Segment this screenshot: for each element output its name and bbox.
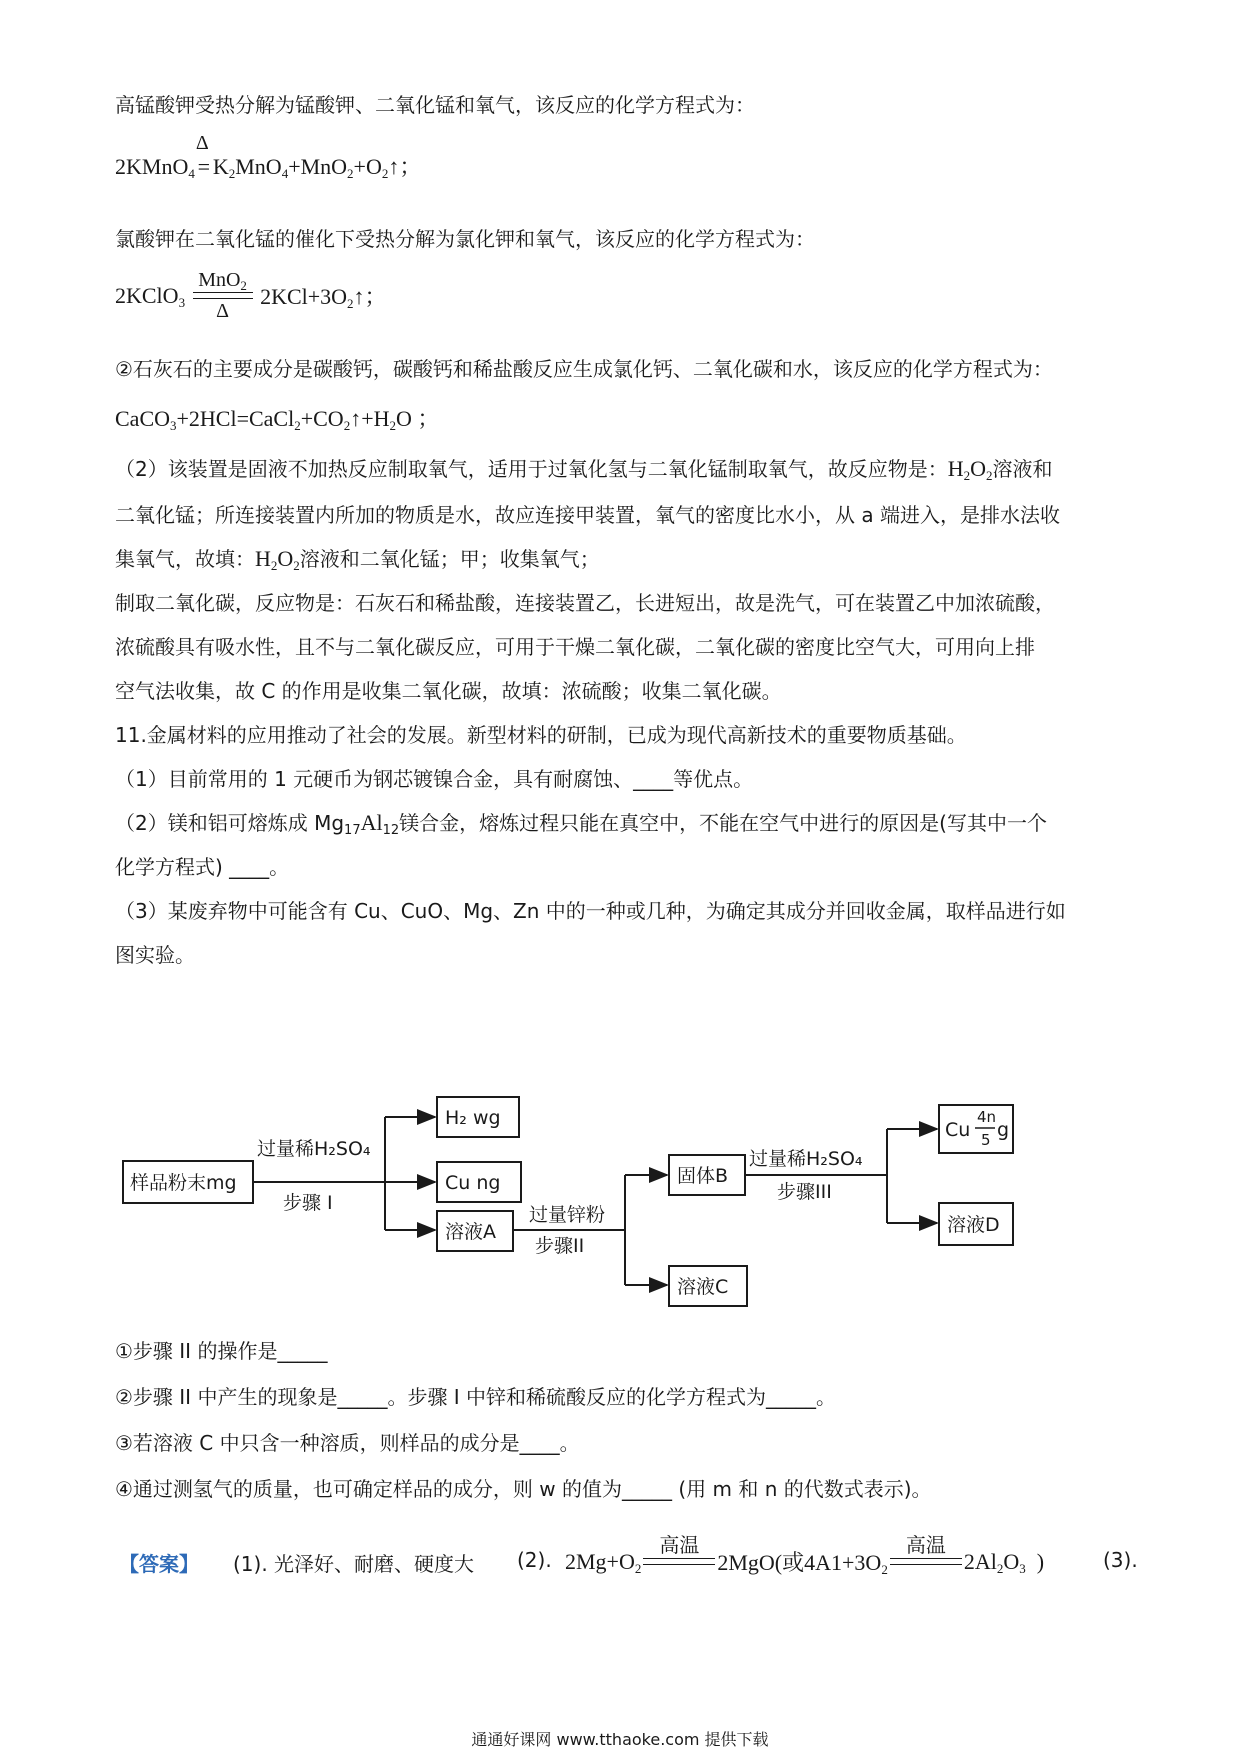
equation-kmno4: 2KMnO$_4$ Δ = $K_2MnO_4+MnO_2+O_2↑$； [115,132,422,181]
sub-question: ①步骤 II 的操作是_____ [115,1339,328,1363]
fraction-denominator: 5 [981,1131,991,1149]
text-line: （2）该装置是固液不加热反应制取氧气，适用于过氧化氢与二氧化锰制取氧气，故反应物是：$H_2O_2$溶液和 [115,456,1053,483]
text-line: 二氧化锰；所连接装置内所加的物质是水，故应连接甲装置，氧气的密度比水小，从 a 端进入，是排水法收 [115,503,1060,527]
step2-label: 步骤II [535,1235,585,1257]
question-part: （1）目前常用的 1 元硬币为钢芯镀镍合金，具有耐腐蚀、____等优点。 [115,767,754,791]
text-line: ②石灰石的主要成分是碳酸钙，碳酸钙和稀盐酸反应生成氯化钙、二氧化碳和水，该反应的化学方程式为： [115,357,1053,381]
equation-caco3: $CaCO_3+2HCl=CaCl_2+CO_2↑+H_2O$ ； [115,406,440,433]
answer-1: (1). 光泽好、耐磨、硬度大 [233,1552,475,1576]
sub-question: ②步骤 II 中产生的现象是_____。步骤 I 中锌和稀硫酸反应的化学方程式为_____。 [115,1385,837,1409]
solution-a-label: 溶液A [445,1221,496,1243]
solid-b-label: 固体B [677,1165,729,1187]
sub-question: ③若溶液 C 中只含一种溶质，则样品的成分是____。 [115,1431,580,1455]
cu-result-label: Cu [945,1119,971,1141]
text-line: 化学方程式) ____。 [115,855,290,879]
step2-reagent: 过量锌粉 [529,1204,606,1226]
solution-d-label: 溶液D [947,1214,1000,1236]
answer-2-equation: $2Mg+O_2$ 高温 2MgO(或$4A1+3O_2$ 高温 $2Al_2O_3$ ) [565,1535,1045,1577]
text-line: 图实验。 [115,943,195,967]
equation-kclo3: 2KClO$_3$ MnO$_2$ Δ $2KCl+3O_2↑$； [115,269,387,322]
question-title: 11.金属材料的应用推动了社会的发展。新型材料的研制，已成为现代高新技术的重要物质基础。 [115,723,967,747]
answer-tag: 【答案】 [119,1552,199,1576]
solution-c-label: 溶液C [677,1276,729,1298]
step3-label: 步骤III [777,1181,832,1203]
gram-unit: g [997,1119,1010,1141]
experiment-flow-diagram [115,1095,1015,1320]
answer-2-label: (2). [517,1548,552,1572]
answer-line [115,1520,1138,1590]
text-line: 浓硫酸具有吸水性，且不与二氧化碳反应，可用于干燥二氧化碳，二氧化碳的密度比空气大，可用向上排 [115,635,1035,659]
h2-label: H₂ wg [445,1107,501,1129]
sub-question: ④通过测氢气的质量，也可确定样品的成分，则 w 的值为_____ (用 m 和 n 的代数式表示)。 [115,1477,932,1501]
question-part: （2）镁和铝可熔炼成 $Mg_{17}Al_{12}$镁合金，熔炼过程只能在真空中，不能在空气中进行的原因是(写其中一个 [115,810,1047,838]
text-line: 制取二氧化碳，反应物是：石灰石和稀盐酸，连接装置乙，长进短出，故是洗气，可在装置乙中加浓硫酸， [115,591,1055,615]
footer: 通通好课网 www.tthaoke.com 提供下载 [471,1730,769,1749]
sample-label: 样品粉末mg [130,1172,237,1194]
step1-label: 步骤 I [283,1192,333,1214]
fraction-numerator: 4n [977,1108,997,1126]
step1-reagent: 过量稀H₂SO₄ [257,1138,371,1160]
text-line: 集氧气，故填：$H_2O_2$溶液和二氧化锰；甲；收集氧气； [115,546,600,573]
text-line: 空气法收集，故 C 的作用是收集二氧化碳，故填：浓硫酸；收集二氧化碳。 [115,679,782,703]
question-part: （3）某废弃物中可能含有 Cu、CuO、Mg、Zn 中的一种或几种，为确定其成分并回收金属，取样品进行如 [115,899,1066,923]
answer-3-label: (3). [1103,1548,1138,1572]
text-line: 高锰酸钾受热分解为锰酸钾、二氧化锰和氧气，该反应的化学方程式为： [115,93,755,117]
step3-reagent: 过量稀H₂SO₄ [749,1148,863,1170]
text-line: 氯酸钾在二氧化锰的催化下受热分解为氯化钾和氧气，该反应的化学方程式为： [115,227,815,251]
cu-label: Cu ng [445,1172,501,1194]
